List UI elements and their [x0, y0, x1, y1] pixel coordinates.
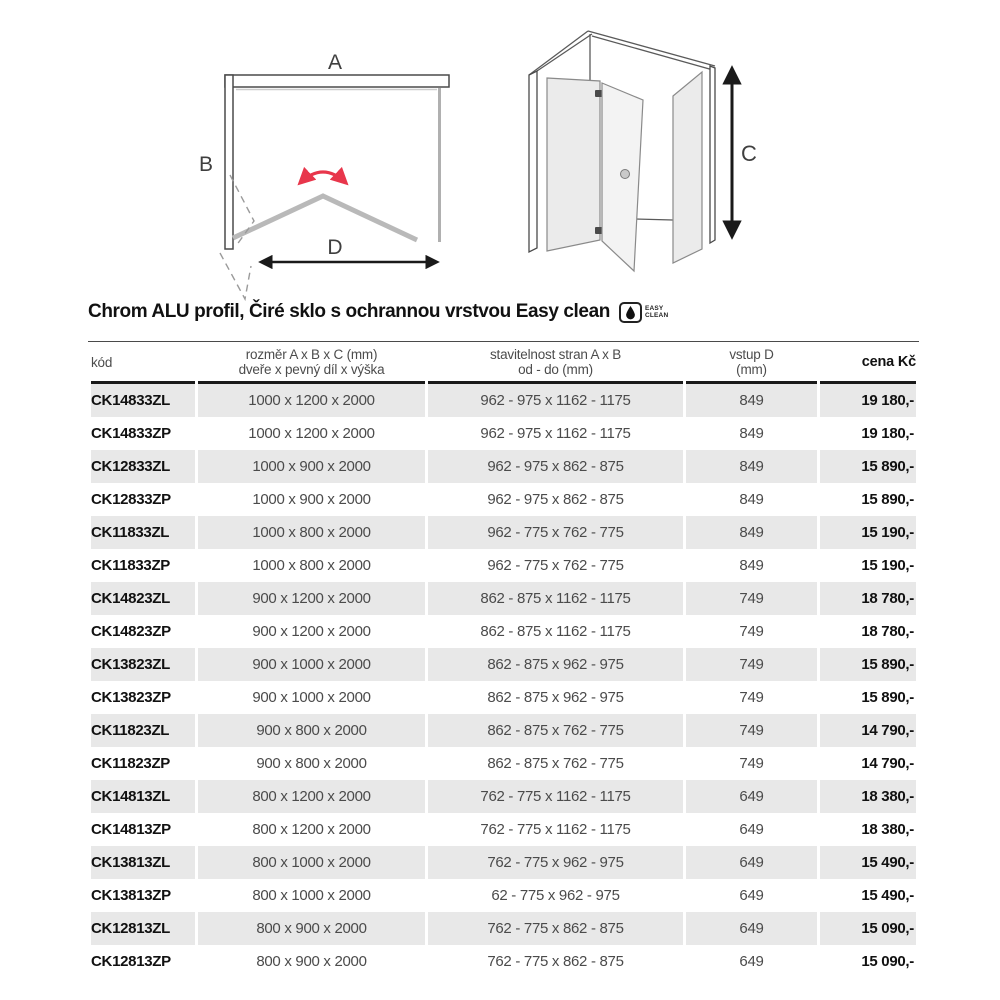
cell-rozmer: 900 x 1000 x 2000 [198, 648, 425, 681]
cell-kod: CK14813ZP [91, 821, 171, 838]
table-row [91, 681, 916, 714]
cell-stavitelnost: 62 - 775 x 962 - 975 [491, 887, 620, 904]
wall-top-edge-inner [537, 34, 592, 71]
cell-rozmer: 800 x 900 x 2000 [256, 953, 367, 970]
table-row [91, 912, 916, 945]
swing-arrow-icon [300, 172, 346, 183]
cell-rozmer: 900 x 1200 x 2000 [198, 582, 425, 615]
cell-rozmer: 1000 x 1200 x 2000 [198, 384, 425, 417]
folding-door-line [233, 196, 417, 240]
bifold-fixed-panel [547, 78, 600, 251]
cell-kod: CK12833ZL [91, 450, 195, 483]
table-row [91, 582, 916, 615]
cell-cena: 15 890,- [861, 689, 914, 706]
cell-vstup: 849 [739, 491, 764, 508]
cell-vstup: 749 [686, 582, 817, 615]
cell-cena: 15 190,- [820, 516, 916, 549]
cell-vstup: 749 [739, 689, 764, 706]
cell-vstup: 849 [686, 384, 817, 417]
cell-stavitelnost: 962 - 975 x 862 - 875 [487, 491, 624, 508]
cell-vstup: 649 [686, 846, 817, 879]
cell-stavitelnost: 862 - 875 x 1162 - 1175 [480, 623, 631, 640]
cell-cena: 18 380,- [861, 821, 914, 838]
cell-kod: CK14823ZP [91, 623, 171, 640]
cell-rozmer: 800 x 1200 x 2000 [252, 821, 371, 838]
cell-stavitelnost: 762 - 775 x 1162 - 1175 [428, 780, 683, 813]
cell-vstup: 649 [686, 912, 817, 945]
cell-stavitelnost: 862 - 875 x 962 - 975 [487, 689, 624, 706]
header-cena: cena Kč [820, 342, 916, 384]
cell-vstup: 749 [739, 755, 764, 772]
cell-rozmer: 800 x 900 x 2000 [198, 912, 425, 945]
cell-cena: 19 180,- [861, 425, 914, 442]
cell-stavitelnost: 762 - 775 x 862 - 875 [428, 912, 683, 945]
table-row [91, 945, 916, 978]
header-rozmer: rozměr A x B x C (mm) dveře x pevný díl x výška [198, 342, 425, 384]
table-row [91, 747, 916, 780]
price-table [88, 341, 919, 978]
cell-rozmer: 800 x 1200 x 2000 [198, 780, 425, 813]
cell-cena: 18 780,- [820, 582, 916, 615]
cell-rozmer: 800 x 1000 x 2000 [198, 846, 425, 879]
cell-vstup: 849 [686, 516, 817, 549]
easy-clean-label: EASY CLEAN [644, 305, 669, 319]
top-frame-inner [592, 36, 713, 70]
table-row [91, 417, 916, 450]
table-header-row [91, 342, 916, 384]
label-b: B [198, 153, 214, 176]
cell-kod: CK14833ZL [91, 384, 195, 417]
table-row [91, 846, 916, 879]
right-frame-post [710, 66, 715, 243]
cell-kod: CK14833ZP [91, 425, 171, 442]
table-row [91, 714, 916, 747]
section-heading [88, 301, 913, 323]
label-a: A [327, 51, 343, 74]
header-vstup: vstup D (mm) [686, 342, 817, 384]
table-row [91, 879, 916, 912]
wall-a-bar [225, 75, 449, 87]
table-row [91, 483, 916, 516]
cell-kod: CK14813ZL [91, 780, 195, 813]
cell-vstup: 749 [739, 623, 764, 640]
cell-cena: 15 190,- [861, 557, 914, 574]
cell-cena: 15 090,- [820, 912, 916, 945]
cell-kod: CK11833ZP [91, 557, 171, 574]
cell-cena: 18 780,- [861, 623, 914, 640]
floor-edge [634, 219, 673, 220]
cell-rozmer: 1000 x 900 x 2000 [198, 450, 425, 483]
cell-vstup: 649 [686, 780, 817, 813]
cell-kod: CK13813ZL [91, 846, 195, 879]
cell-stavitelnost: 962 - 775 x 762 - 775 [487, 557, 624, 574]
cell-vstup: 849 [739, 557, 764, 574]
table-row [91, 516, 916, 549]
cell-rozmer: 900 x 800 x 2000 [198, 714, 425, 747]
cell-kod: CK11823ZL [91, 714, 195, 747]
cell-kod: CK12813ZP [91, 953, 171, 970]
table-row [91, 450, 916, 483]
side-fixed-panel [673, 72, 702, 263]
cell-stavitelnost: 762 - 775 x 1162 - 1175 [480, 821, 631, 838]
cell-vstup: 849 [739, 425, 764, 442]
label-d: D [327, 236, 343, 259]
wall-top-edge-outer [529, 31, 588, 75]
cell-cena: 19 180,- [820, 384, 916, 417]
table-row [91, 549, 916, 582]
label-c: C [741, 141, 757, 166]
cell-vstup: 849 [686, 450, 817, 483]
cell-rozmer: 1000 x 800 x 2000 [252, 557, 371, 574]
cell-vstup: 749 [686, 648, 817, 681]
cell-rozmer: 1000 x 800 x 2000 [198, 516, 425, 549]
cell-kod: CK14823ZL [91, 582, 195, 615]
cell-kod: CK13813ZP [91, 887, 171, 904]
wall-b-bar [225, 75, 233, 249]
header-kod: kód [91, 342, 195, 384]
cell-cena: 15 890,- [820, 648, 916, 681]
cell-rozmer: 900 x 800 x 2000 [256, 755, 367, 772]
cell-cena: 14 790,- [861, 755, 914, 772]
cell-rozmer: 900 x 1000 x 2000 [252, 689, 371, 706]
table-body [91, 384, 916, 978]
cell-kod: CK11833ZL [91, 516, 195, 549]
cell-kod: CK13823ZP [91, 689, 171, 706]
cell-stavitelnost: 962 - 975 x 1162 - 1175 [480, 425, 631, 442]
cell-stavitelnost: 862 - 875 x 962 - 975 [428, 648, 683, 681]
cell-rozmer: 800 x 1000 x 2000 [252, 887, 371, 904]
cell-kod: CK13823ZL [91, 648, 195, 681]
cell-stavitelnost: 762 - 775 x 962 - 975 [428, 846, 683, 879]
cell-cena: 18 380,- [820, 780, 916, 813]
table-row [91, 648, 916, 681]
header-stavitelnost: stavitelnost stran A x B od - do (mm) [428, 342, 683, 384]
cell-cena: 15 090,- [861, 953, 914, 970]
table-row [91, 615, 916, 648]
easy-clean-badge [619, 302, 668, 323]
cell-vstup: 649 [739, 953, 764, 970]
droplet-icon [619, 302, 642, 323]
cell-rozmer: 1000 x 900 x 2000 [252, 491, 371, 508]
top-frame-outer [588, 31, 715, 66]
cell-rozmer: 1000 x 1200 x 2000 [248, 425, 375, 442]
cell-stavitelnost: 962 - 975 x 862 - 875 [428, 450, 683, 483]
cell-cena: 14 790,- [820, 714, 916, 747]
cell-kod: CK12833ZP [91, 491, 171, 508]
door-knob-icon [621, 170, 630, 179]
table-row [91, 384, 916, 417]
cell-stavitelnost: 762 - 775 x 862 - 875 [487, 953, 624, 970]
table-row [91, 780, 916, 813]
page-title: Chrom ALU profil, Čiré sklo s ochrannou vrstvou Easy clean [88, 301, 610, 322]
cell-stavitelnost: 862 - 875 x 762 - 775 [428, 714, 683, 747]
cell-vstup: 649 [739, 821, 764, 838]
cell-cena: 15 490,- [861, 887, 914, 904]
cell-kod: CK11823ZP [91, 755, 171, 772]
cell-cena: 15 890,- [861, 491, 914, 508]
cell-cena: 15 890,- [820, 450, 916, 483]
cell-cena: 15 490,- [820, 846, 916, 879]
cell-vstup: 649 [739, 887, 764, 904]
cell-vstup: 749 [686, 714, 817, 747]
perspective-view-diagram [495, 18, 770, 298]
top-view-diagram [140, 25, 480, 305]
cell-stavitelnost: 962 - 975 x 1162 - 1175 [428, 384, 683, 417]
cell-rozmer: 900 x 1200 x 2000 [252, 623, 371, 640]
cell-stavitelnost: 862 - 875 x 762 - 775 [487, 755, 624, 772]
cell-stavitelnost: 962 - 775 x 762 - 775 [428, 516, 683, 549]
table-row [91, 813, 916, 846]
cell-kod: CK12813ZL [91, 912, 195, 945]
left-wall-post [529, 71, 537, 252]
cell-stavitelnost: 862 - 875 x 1162 - 1175 [428, 582, 683, 615]
